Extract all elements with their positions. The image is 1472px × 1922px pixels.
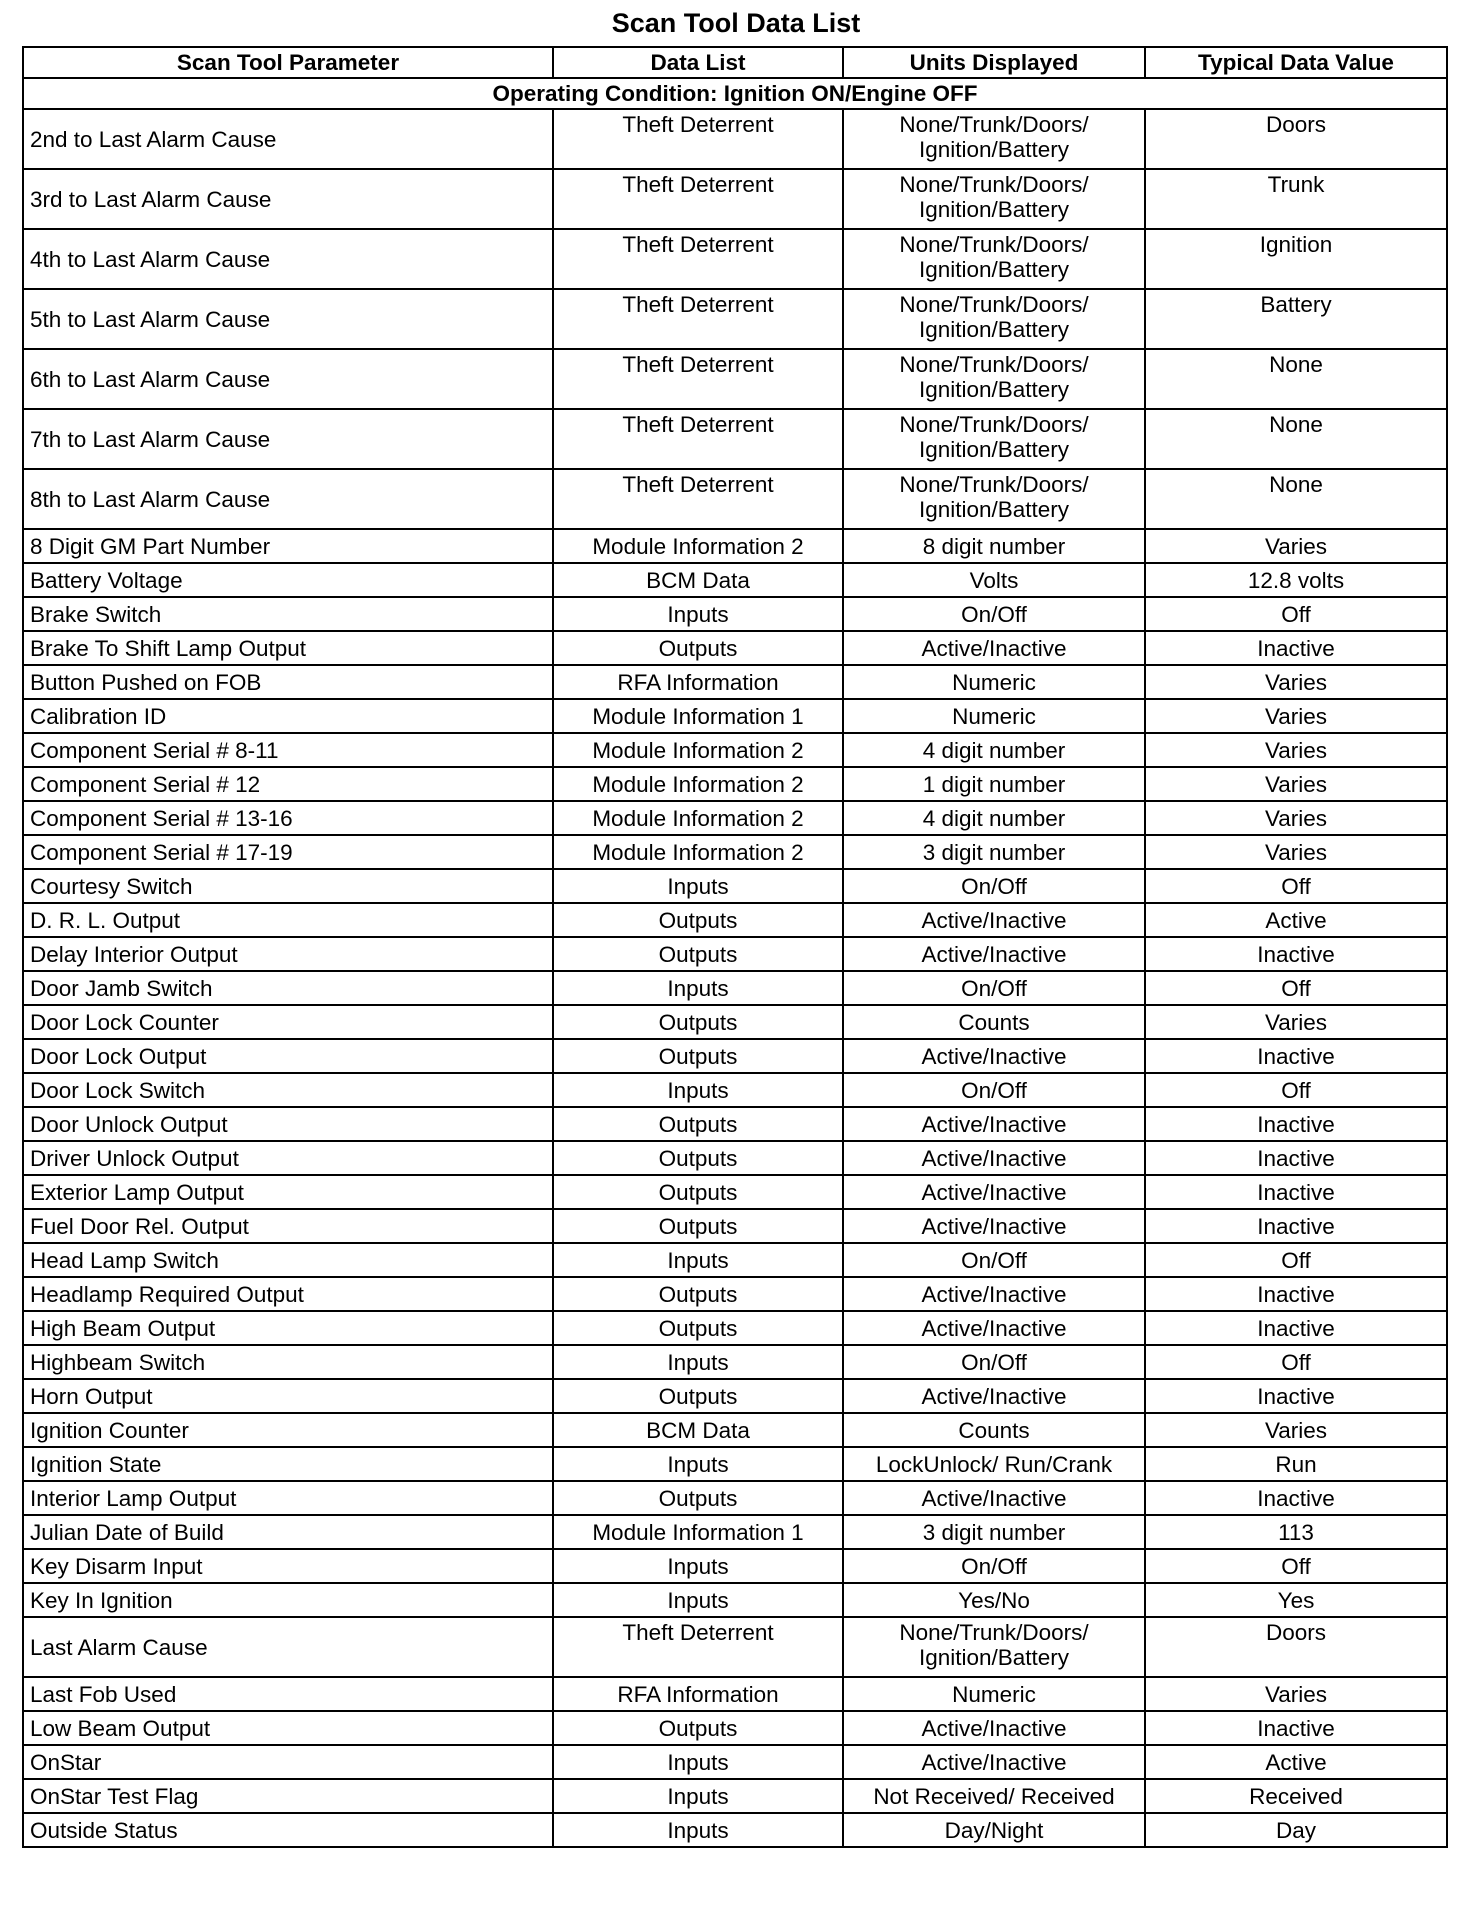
column-header-typical-value: Typical Data Value [1145, 47, 1447, 78]
data-list-cell: RFA Information [553, 665, 843, 699]
typical-value-cell: Varies [1145, 1005, 1447, 1039]
typical-value-cell: Off [1145, 1345, 1447, 1379]
table-row [23, 801, 1447, 835]
data-list-cell: Theft Deterrent [553, 229, 843, 289]
typical-value-cell: Inactive [1145, 1311, 1447, 1345]
typical-value-cell: Inactive [1145, 1481, 1447, 1515]
table-row [23, 529, 1447, 563]
units-cell: 1 digit number [843, 767, 1145, 801]
typical-value-cell: Active [1145, 1745, 1447, 1779]
parameter-cell: Highbeam Switch [23, 1345, 553, 1379]
units-cell: Active/Inactive [843, 1481, 1145, 1515]
table-row [23, 869, 1447, 903]
parameter-cell: 2nd to Last Alarm Cause [23, 109, 553, 169]
typical-value-cell: Inactive [1145, 1141, 1447, 1175]
data-list-cell: Inputs [553, 1745, 843, 1779]
units-cell: On/Off [843, 971, 1145, 1005]
parameter-cell: Component Serial # 13-16 [23, 801, 553, 835]
column-header-units: Units Displayed [843, 47, 1145, 78]
units-cell: Volts [843, 563, 1145, 597]
parameter-cell: Door Unlock Output [23, 1107, 553, 1141]
units-cell: Active/Inactive [843, 1141, 1145, 1175]
typical-value-cell: Off [1145, 597, 1447, 631]
table-row [23, 1677, 1447, 1711]
parameter-cell: D. R. L. Output [23, 903, 553, 937]
table-row [23, 1515, 1447, 1549]
typical-value-cell: Inactive [1145, 1209, 1447, 1243]
table-row [23, 631, 1447, 665]
units-cell: On/Off [843, 1549, 1145, 1583]
data-list-cell: Theft Deterrent [553, 409, 843, 469]
header-row [23, 47, 1447, 78]
parameter-cell: Interior Lamp Output [23, 1481, 553, 1515]
data-list-cell: Module Information 2 [553, 733, 843, 767]
units-cell: None/Trunk/Doors/ Ignition/Battery [843, 289, 1145, 349]
data-list-cell: Inputs [553, 1779, 843, 1813]
typical-value-cell: Inactive [1145, 631, 1447, 665]
typical-value-cell: Varies [1145, 1413, 1447, 1447]
table-row [23, 1345, 1447, 1379]
data-list-cell: BCM Data [553, 1413, 843, 1447]
units-cell: Active/Inactive [843, 1277, 1145, 1311]
typical-value-cell: Inactive [1145, 1175, 1447, 1209]
data-list-cell: Outputs [553, 937, 843, 971]
units-cell: Active/Inactive [843, 1711, 1145, 1745]
table-row [23, 409, 1447, 469]
parameter-cell: Door Lock Counter [23, 1005, 553, 1039]
parameter-cell: OnStar [23, 1745, 553, 1779]
table-row [23, 1711, 1447, 1745]
data-list-cell: Theft Deterrent [553, 109, 843, 169]
parameter-cell: Horn Output [23, 1379, 553, 1413]
data-list-cell: Outputs [553, 1209, 843, 1243]
units-cell: Active/Inactive [843, 1311, 1145, 1345]
table-row [23, 1277, 1447, 1311]
typical-value-cell: Doors [1145, 109, 1447, 169]
parameter-cell: Calibration ID [23, 699, 553, 733]
parameter-cell: Julian Date of Build [23, 1515, 553, 1549]
data-list-cell: Module Information 1 [553, 1515, 843, 1549]
units-cell: Not Received/ Received [843, 1779, 1145, 1813]
units-cell: None/Trunk/Doors/ Ignition/Battery [843, 109, 1145, 169]
typical-value-cell: Doors [1145, 1617, 1447, 1677]
parameter-cell: Brake Switch [23, 597, 553, 631]
data-list-cell: Outputs [553, 631, 843, 665]
parameter-cell: 3rd to Last Alarm Cause [23, 169, 553, 229]
typical-value-cell: Varies [1145, 665, 1447, 699]
typical-value-cell: Off [1145, 971, 1447, 1005]
data-list-cell: Inputs [553, 1549, 843, 1583]
table-row [23, 1073, 1447, 1107]
table-row [23, 1141, 1447, 1175]
typical-value-cell: Inactive [1145, 1277, 1447, 1311]
data-list-cell: Inputs [553, 869, 843, 903]
data-list-cell: Module Information 2 [553, 801, 843, 835]
units-cell: 3 digit number [843, 1515, 1145, 1549]
units-cell: Active/Inactive [843, 1209, 1145, 1243]
data-list-cell: Theft Deterrent [553, 1617, 843, 1677]
parameter-cell: Outside Status [23, 1813, 553, 1847]
typical-value-cell: None [1145, 349, 1447, 409]
column-header-data-list: Data List [553, 47, 843, 78]
parameter-cell: Brake To Shift Lamp Output [23, 631, 553, 665]
data-list-cell: Inputs [553, 1073, 843, 1107]
typical-value-cell: Varies [1145, 835, 1447, 869]
parameter-cell: 8th to Last Alarm Cause [23, 469, 553, 529]
units-cell: None/Trunk/Doors/ Ignition/Battery [843, 409, 1145, 469]
typical-value-cell: Run [1145, 1447, 1447, 1481]
table-row [23, 1039, 1447, 1073]
typical-value-cell: Day [1145, 1813, 1447, 1847]
data-list-cell: Inputs [553, 971, 843, 1005]
data-list-cell: Inputs [553, 597, 843, 631]
table-row [23, 563, 1447, 597]
data-list-cell: Module Information 2 [553, 529, 843, 563]
units-cell: Active/Inactive [843, 1379, 1145, 1413]
parameter-cell: 7th to Last Alarm Cause [23, 409, 553, 469]
data-list-cell: Inputs [553, 1813, 843, 1847]
parameter-cell: Door Lock Switch [23, 1073, 553, 1107]
data-list-cell: Outputs [553, 1379, 843, 1413]
data-list-cell: Inputs [553, 1583, 843, 1617]
table-row [23, 1175, 1447, 1209]
typical-value-cell: Inactive [1145, 937, 1447, 971]
parameter-cell: Delay Interior Output [23, 937, 553, 971]
table-row [23, 767, 1447, 801]
units-cell: Active/Inactive [843, 1107, 1145, 1141]
parameter-cell: Fuel Door Rel. Output [23, 1209, 553, 1243]
data-list-cell: Module Information 2 [553, 767, 843, 801]
data-list-cell: BCM Data [553, 563, 843, 597]
typical-value-cell: Varies [1145, 699, 1447, 733]
units-cell: Active/Inactive [843, 1175, 1145, 1209]
typical-value-cell: Off [1145, 1073, 1447, 1107]
data-list-cell: Module Information 1 [553, 699, 843, 733]
data-list-cell: Inputs [553, 1345, 843, 1379]
units-cell: None/Trunk/Doors/ Ignition/Battery [843, 169, 1145, 229]
parameter-cell: Door Jamb Switch [23, 971, 553, 1005]
parameter-cell: Component Serial # 12 [23, 767, 553, 801]
typical-value-cell: Trunk [1145, 169, 1447, 229]
page-title: Scan Tool Data List [611, 8, 861, 38]
data-list-cell: Outputs [553, 1311, 843, 1345]
units-cell: On/Off [843, 869, 1145, 903]
typical-value-cell: Inactive [1145, 1039, 1447, 1073]
table-row [23, 665, 1447, 699]
data-list-cell: Inputs [553, 1243, 843, 1277]
table-row [23, 1583, 1447, 1617]
data-list-cell: Outputs [553, 1277, 843, 1311]
parameter-cell: Key In Ignition [23, 1583, 553, 1617]
parameter-cell: OnStar Test Flag [23, 1779, 553, 1813]
units-cell: On/Off [843, 597, 1145, 631]
table-row [23, 1745, 1447, 1779]
typical-value-cell: Varies [1145, 529, 1447, 563]
parameter-cell: Battery Voltage [23, 563, 553, 597]
typical-value-cell: Received [1145, 1779, 1447, 1813]
typical-value-cell: 12.8 volts [1145, 563, 1447, 597]
units-cell: Active/Inactive [843, 1745, 1145, 1779]
units-cell: Counts [843, 1005, 1145, 1039]
typical-value-cell: Inactive [1145, 1379, 1447, 1413]
units-cell: On/Off [843, 1345, 1145, 1379]
units-cell: Active/Inactive [843, 1039, 1145, 1073]
parameter-cell: Exterior Lamp Output [23, 1175, 553, 1209]
units-cell: Yes/No [843, 1583, 1145, 1617]
typical-value-cell: Varies [1145, 1677, 1447, 1711]
operating-condition-row [23, 78, 1447, 109]
parameter-cell: Low Beam Output [23, 1711, 553, 1745]
data-list-cell: Outputs [553, 1175, 843, 1209]
parameter-cell: Last Alarm Cause [23, 1617, 553, 1677]
units-cell: Numeric [843, 699, 1145, 733]
data-list-cell: Theft Deterrent [553, 469, 843, 529]
table-row [23, 597, 1447, 631]
data-list-cell: Module Information 2 [553, 835, 843, 869]
table-row [23, 699, 1447, 733]
table-row [23, 109, 1447, 169]
parameter-cell: 4th to Last Alarm Cause [23, 229, 553, 289]
data-list-cell: Outputs [553, 1039, 843, 1073]
table-row [23, 835, 1447, 869]
parameter-cell: High Beam Output [23, 1311, 553, 1345]
units-cell: LockUnlock/ Run/Crank [843, 1447, 1145, 1481]
table-row [23, 1447, 1447, 1481]
data-list-cell: Theft Deterrent [553, 349, 843, 409]
parameter-cell: 8 Digit GM Part Number [23, 529, 553, 563]
parameter-cell: Ignition State [23, 1447, 553, 1481]
data-list-cell: Theft Deterrent [553, 289, 843, 349]
units-cell: 8 digit number [843, 529, 1145, 563]
data-list-cell: Outputs [553, 1481, 843, 1515]
table-row [23, 349, 1447, 409]
parameter-cell: Courtesy Switch [23, 869, 553, 903]
table-row [23, 229, 1447, 289]
data-list-cell: Outputs [553, 903, 843, 937]
parameter-cell: Key Disarm Input [23, 1549, 553, 1583]
parameter-cell: Last Fob Used [23, 1677, 553, 1711]
typical-value-cell: Off [1145, 1243, 1447, 1277]
units-cell: Counts [843, 1413, 1145, 1447]
units-cell: Active/Inactive [843, 903, 1145, 937]
units-cell: None/Trunk/Doors/ Ignition/Battery [843, 229, 1145, 289]
typical-value-cell: Off [1145, 869, 1447, 903]
data-list-cell: Outputs [553, 1107, 843, 1141]
table-row [23, 1005, 1447, 1039]
typical-value-cell: Battery [1145, 289, 1447, 349]
units-cell: On/Off [843, 1073, 1145, 1107]
operating-condition: Operating Condition: Ignition ON/Engine OFF [23, 78, 1447, 109]
typical-value-cell: Varies [1145, 767, 1447, 801]
units-cell: On/Off [843, 1243, 1145, 1277]
table-row [23, 1413, 1447, 1447]
table-row [23, 1243, 1447, 1277]
data-list-cell: Outputs [553, 1005, 843, 1039]
table-row [23, 1813, 1447, 1847]
typical-value-cell: Varies [1145, 801, 1447, 835]
table-row [23, 1617, 1447, 1677]
table-row [23, 1481, 1447, 1515]
units-cell: Day/Night [843, 1813, 1145, 1847]
parameter-cell: 5th to Last Alarm Cause [23, 289, 553, 349]
table-row [23, 1209, 1447, 1243]
table-row [23, 1779, 1447, 1813]
units-cell: None/Trunk/Doors/ Ignition/Battery [843, 1617, 1145, 1677]
typical-value-cell: Inactive [1145, 1107, 1447, 1141]
data-list-cell: Inputs [553, 1447, 843, 1481]
table-row [23, 733, 1447, 767]
parameter-cell: Door Lock Output [23, 1039, 553, 1073]
parameter-cell: Driver Unlock Output [23, 1141, 553, 1175]
parameter-cell: Head Lamp Switch [23, 1243, 553, 1277]
table-row [23, 903, 1447, 937]
table-row [23, 1107, 1447, 1141]
table-row [23, 289, 1447, 349]
table-row [23, 169, 1447, 229]
data-list-cell: RFA Information [553, 1677, 843, 1711]
scan-tool-data-table [22, 46, 1448, 1848]
units-cell: 4 digit number [843, 801, 1145, 835]
typical-value-cell: Inactive [1145, 1711, 1447, 1745]
units-cell: Active/Inactive [843, 631, 1145, 665]
units-cell: Active/Inactive [843, 937, 1145, 971]
table-row [23, 971, 1447, 1005]
table-row [23, 1311, 1447, 1345]
units-cell: Numeric [843, 1677, 1145, 1711]
typical-value-cell: Off [1145, 1549, 1447, 1583]
table-row [23, 469, 1447, 529]
typical-value-cell: 113 [1145, 1515, 1447, 1549]
column-header-parameter: Scan Tool Parameter [23, 47, 553, 78]
data-list-cell: Theft Deterrent [553, 169, 843, 229]
units-cell: None/Trunk/Doors/ Ignition/Battery [843, 469, 1145, 529]
units-cell: Numeric [843, 665, 1145, 699]
table-row [23, 1549, 1447, 1583]
parameter-cell: Ignition Counter [23, 1413, 553, 1447]
parameter-cell: Button Pushed on FOB [23, 665, 553, 699]
units-cell: None/Trunk/Doors/ Ignition/Battery [843, 349, 1145, 409]
typical-value-cell: Active [1145, 903, 1447, 937]
typical-value-cell: None [1145, 409, 1447, 469]
typical-value-cell: None [1145, 469, 1447, 529]
parameter-cell: Component Serial # 17-19 [23, 835, 553, 869]
typical-value-cell: Ignition [1145, 229, 1447, 289]
parameter-cell: Component Serial # 8-11 [23, 733, 553, 767]
parameter-cell: Headlamp Required Output [23, 1277, 553, 1311]
typical-value-cell: Varies [1145, 733, 1447, 767]
data-list-cell: Outputs [553, 1141, 843, 1175]
data-list-cell: Outputs [553, 1711, 843, 1745]
table-row [23, 937, 1447, 971]
typical-value-cell: Yes [1145, 1583, 1447, 1617]
units-cell: 4 digit number [843, 733, 1145, 767]
table-row [23, 1379, 1447, 1413]
parameter-cell: 6th to Last Alarm Cause [23, 349, 553, 409]
units-cell: 3 digit number [843, 835, 1145, 869]
